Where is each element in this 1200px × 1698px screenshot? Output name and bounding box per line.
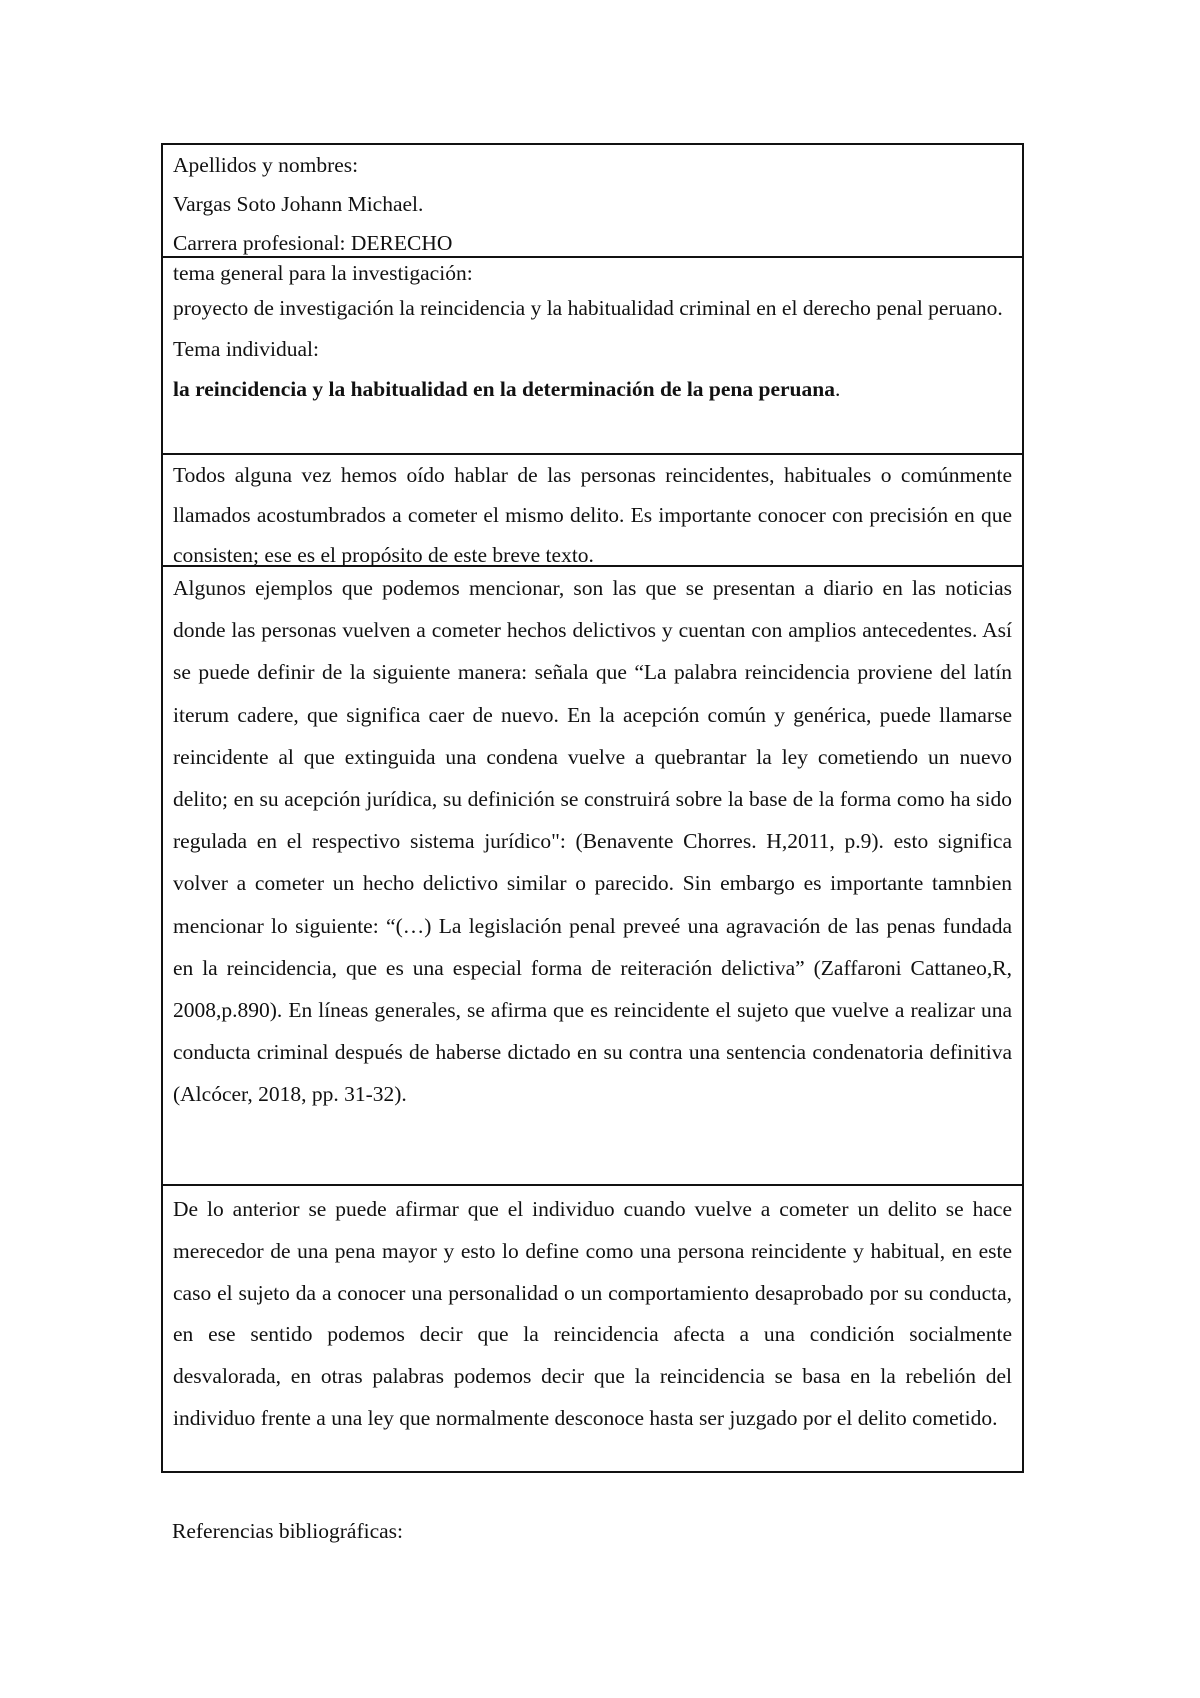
content-table (161, 143, 1024, 1473)
conclusion-paragraph: De lo anterior se puede afirmar que el individuo cuando vuelve a cometer un delito se hace merecedor de una pena mayor y esto lo define como una persona reincidente y habitual, en este caso el sujeto da a conocer una personalidad o un comportamiento desaprobado por su conducta, en ese sentido podemos decir que la reincidencia afecta a una condición socialmente desvalorada, en otras palabras podemos decir que la reincidencia se basa en la rebelión del individuo frente a una ley que normalmente desconoce hasta ser juzgado por el delito cometido. (173, 1197, 1012, 1430)
individual-topic-end: . (834, 377, 841, 401)
individual-topic-text: la reincidencia y la habitualidad en la determinación de la pena peruana (173, 377, 835, 401)
individual-topic-line (173, 369, 1012, 410)
individual-topic-label: Tema individual: (173, 336, 319, 361)
references-heading: Referencias bibliográficas: (172, 1519, 404, 1543)
general-topic-text: proyecto de investigación la reincidencia y la habitualidad criminal en el derecho penal peruano. (173, 296, 1003, 320)
topic-cell (161, 258, 1024, 455)
examples-cell (161, 567, 1024, 1186)
conclusion-cell (161, 1186, 1024, 1473)
intro-cell (161, 455, 1024, 567)
intro-paragraph: Todos alguna vez hemos oído hablar de las personas reincidentes, habituales o comúnmente llamados acostumbrados a cometer el mismo delito. Es importante conocer con precisión en que consisten; ese es el propósito de este breve texto. (173, 463, 1012, 567)
career-line: Carrera profesional: DERECHO (173, 231, 453, 255)
student-name: Vargas Soto Johann Michael. (173, 192, 424, 216)
student-info-cell (161, 143, 1024, 258)
names-label: Apellidos y nombres: (173, 153, 359, 177)
general-topic-label: tema general para la investigación: (173, 261, 473, 285)
examples-paragraph: Algunos ejemplos que podemos mencionar, son las que se presentan a diario en las noticias donde las personas vuelven a cometer hechos delictivos y cuentan con amplios antecedentes. Así se puede definir de la siguiente manera: señala que “La palabra reincidencia proviene del latín iterum cadere, que significa caer de nuevo. En la acepción común y genérica, puede llamarse reincidente al que extinguida una condena vuelve a quebrantar la ley cometiendo un nuevo delito; en su acepción jurídica, su definición se construirá sobre la base de la forma como ha sido regulada en el respectivo sistema jurídico": (Benavente Chorres. H,2011, p.9). esto significa volver a cometer un hecho delictivo similar o parecido. Sin embargo es importante tamnbien mencionar lo siguiente: “(…) La legislación penal preveé una agravación de las penas fundada en la reincidencia, que es una especial forma de reiteración delictiva” (Zaffaroni Cattaneo,R, 2008,p.890). En líneas generales, se afirma que es reincidente el sujeto que vuelve a realizar una conducta criminal después de haberse dictado en su contra una sentencia condenatoria definitiva (Alcócer, 2018, pp. 31-32). (173, 576, 1012, 1107)
